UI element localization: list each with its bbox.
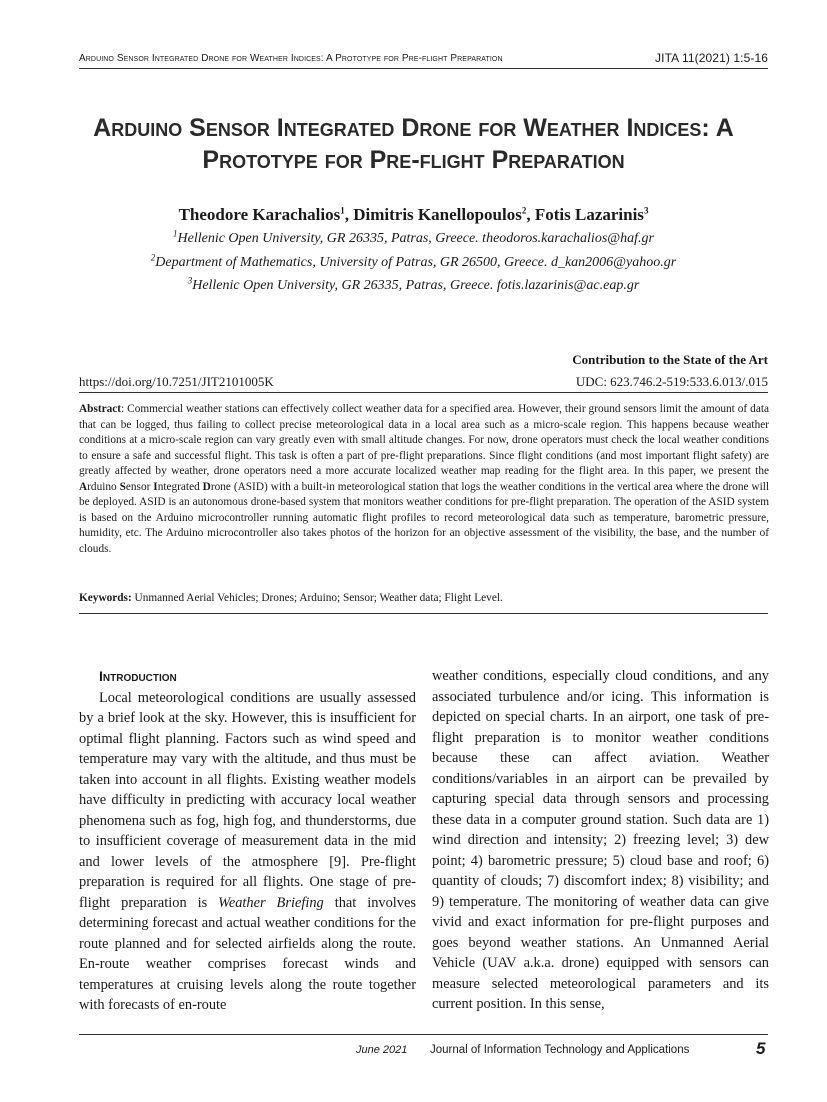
abstract-label: Abstract xyxy=(79,403,122,415)
body-text: Local meteorological conditions are usually assessed by a brief look at the sky. However, this is insufficient for optimal flight planning. Factors such as wind speed and temperature may vary with the altitude, and thus must be taken into account in all flights. Existing weather models have difficulty in predicting with accuracy local weather phenomena such as fog, high fog, and thunderstorms, due to insufficient coverage of measurement data in the mid and lower levels of the atmosphere [9]. Pre-flight preparation is required for all flights. One stage of pre-flight preparation is xyxy=(79,689,416,911)
author-sup: 1 xyxy=(340,205,345,216)
author-name: Fotis Lazarinis xyxy=(534,205,644,224)
body-text: that involves determining forecast and actual weather conditions for the route planned and for selected airfields along the route. En-route weather comprises forecast winds and temperatures at cruising levels along the route together with forecasts of en-route xyxy=(79,894,416,1013)
affiliation-text: Hellenic Open University, GR 26335, Patras, Greece. fotis.lazarinis@ac.eap.gr xyxy=(192,278,640,293)
footer-journal: Journal of Information Technology and Applications xyxy=(430,1044,690,1056)
doi-link[interactable]: https://doi.org/10.7251/JIT2101005K xyxy=(79,374,274,389)
acronym-rest: ensor xyxy=(125,480,154,493)
keywords-text: Unmanned Aerial Vehicles; Drones; Arduino; Sensor; Weather data; Flight Level. xyxy=(131,592,503,604)
title-line-2: Prototype for Pre-flight Preparation xyxy=(202,146,625,174)
acronym-rest: rone xyxy=(210,480,231,493)
acronym-letter: D xyxy=(202,480,211,493)
page-number: 5 xyxy=(756,1039,766,1058)
affiliation-sup: 3 xyxy=(187,275,193,286)
acronym-rest: ntegrated xyxy=(157,480,203,493)
affiliation-sup: 2 xyxy=(150,252,156,263)
acronym-rest: rduino xyxy=(87,480,120,493)
affiliation-text: Hellenic Open University, GR 26335, Patras, Greece. theodoros.karachalios@haf.gr xyxy=(177,231,654,246)
affiliation-2 xyxy=(60,252,767,271)
abstract-top-rule xyxy=(79,392,768,393)
left-column xyxy=(79,666,416,1016)
author-name: Dimitris Kanellopoulos xyxy=(353,205,522,224)
title-line-1: Arduino Sensor Integrated Drone for Weather Indices: A xyxy=(93,114,734,142)
author-name: Theodore Karachalios xyxy=(178,205,341,224)
intro-paragraph-continued: weather conditions, especially cloud conditions, and any associated turbulence and/or icing. This information is depicted on special charts. In an airport, one task of pre-flight preparation is to monitor weather conditions because these can affect aviation. Weather conditions/variables in an airport can be prevailed by capturing special data through sensors and processing these data in a computer ground station. Such data are 1) wind direction and intensity; 2) freezing level; 3) dew point; 4) barometric pressure; 5) cloud base and roof; 6) quantity of clouds; 7) discomfort index; 8) visibility; and 9) temperature. The monitoring of weather data can give vivid and exact information for pre-flight purposes and goes beyond weather stations. An Unmanned Aerial Vehicle (UAV a.k.a. drone) equipped with sensors can measure selected meteorological parameters and its current position. In this sense, xyxy=(432,668,769,1012)
intro-paragraph-1 xyxy=(79,688,416,1016)
abstract xyxy=(79,402,769,557)
author-sup: 3 xyxy=(643,205,649,216)
keywords xyxy=(79,592,769,604)
journal-reference: JITA 11(2021) 1:5-16 xyxy=(655,51,768,65)
affiliation-1 xyxy=(60,228,767,247)
abstract-text: : Commercial weather stations can effectively collect weather data for a specified area. However, their ground sensors limit the amount of data that can be logged, thus failing to collect precise meteorological data in a local area such as a micro-scale region. This happens because weather conditions at a micro-scale region can vary greatly even with small altitude changes. For now, drone operators must check the local weather conditions to ensure a safe and successful flight. This task is often a part of pre-flight preparations. Since flight conditions (and most important flight safety) are greatly affected by weather, drone operators need a more accurate localized weather map reading for the flight area. In this paper, we present the xyxy=(79,403,769,477)
acronym-letter: S xyxy=(119,480,126,493)
emphasis-text: Weather Briefing xyxy=(218,894,324,911)
contribution-type: Contribution to the State of the Art xyxy=(572,352,768,367)
acronym-letter: A xyxy=(79,480,88,493)
affiliation-sup: 1 xyxy=(173,228,178,239)
right-column xyxy=(432,666,769,1015)
acronym-letter: I xyxy=(153,480,158,493)
paper-title xyxy=(60,112,767,176)
footer-date: June 2021 xyxy=(356,1044,408,1056)
running-title: Arduino Sensor Integrated Drone for Weather Indices: A Prototype for Pre-flight Preparation xyxy=(79,53,503,64)
abstract-text-continued: (ASID) with a built-in meteorological station that logs the weather conditions in the vertical area where the drone will be deployed. ASID is an autonomous drone-based system that monitors weather conditions for pre-flight preparation. The operation of the ASID system is based on the Arduino microcontroller running automatic flight profiles to record meteorological data such as temperature, barometric pressure, humidity, etc. The Arduino microcontroller also takes photos of the horizon for an objective assessment of the visibility, the base, and the number of clouds. xyxy=(79,480,769,555)
udc-code: UDC: 623.746.2-519:533.6.013/.015 xyxy=(575,374,768,389)
affiliation-3 xyxy=(60,275,767,294)
author-sup: 2 xyxy=(521,205,527,216)
abstract-bottom-rule xyxy=(79,613,768,614)
section-heading-introduction: Introduction xyxy=(99,668,177,684)
author-list: Theodore Karachalios$^1$, Dimitris Kanellopoulos$^2$, Fotis Lazarinis$^3$ xyxy=(178,205,649,224)
keywords-label: Keywords: xyxy=(79,592,132,604)
header-rule xyxy=(79,68,768,69)
affiliation-text: Department of Mathematics, University of Patras, GR 26500, Greece. d_kan2006@yahoo.gr xyxy=(155,255,677,270)
footer-rule xyxy=(79,1034,768,1035)
